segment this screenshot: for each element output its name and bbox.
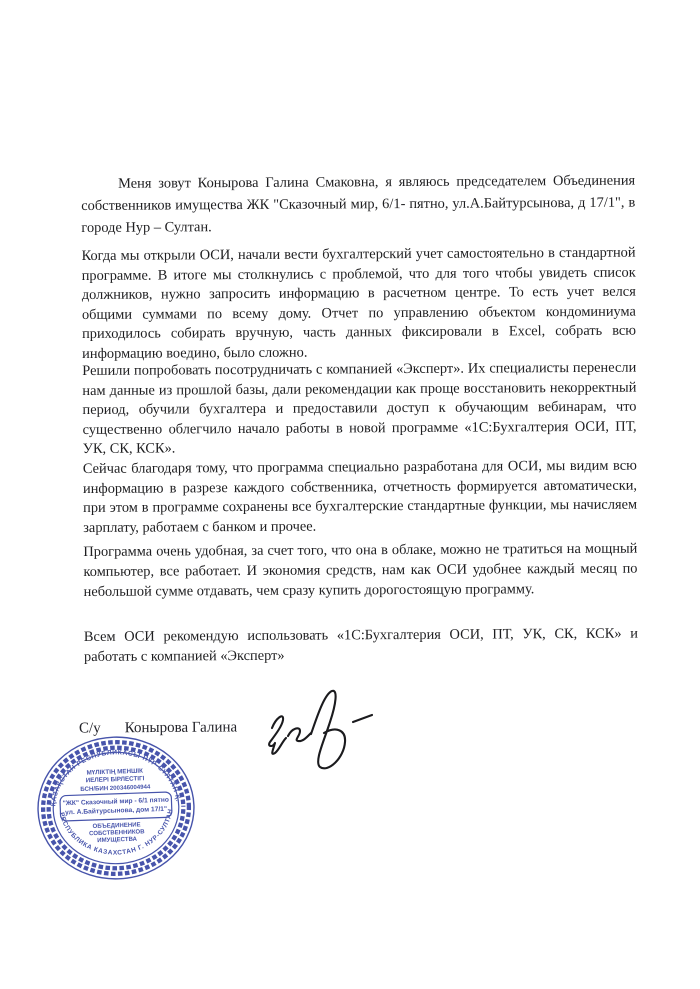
paragraph-program-benefits: Сейчас благодаря тому, что программа специально разработана для ОСИ, мы видим всю информацию в разрезе каждого собственника, отчетность формируется автоматически, при этом в программе сохранены все бухгалтерские стандартные функции, мы начисляем зарплату, работаем с банком и прочее.: [82, 457, 638, 536]
stamp-bin-number: БСН/БИН 200346004944: [80, 784, 151, 794]
stamp-arc-bottom-text: РЕСПУБЛИКА КАЗАХСТАН Г. НУР-СУЛТАН: [57, 808, 175, 857]
stamp-arc-top-text: ҚАЗАҚСТАН РЕСПУБЛИКАСЫ НҰР-СҰЛТАН Қ.: [50, 749, 182, 807]
handwritten-signature: [250, 684, 382, 778]
stamp-org-name-line2: ИЕЛЕРІ БІРЛЕСТІГІ: [85, 775, 145, 785]
paragraph-cloud-savings: Программа очень удобная, за счет того, что она в облаке, можно не тратиться на мощный компьютер, все работает. И экономия средств, нам как ОСИ удобнее каждый месяц по небольшой сумме отдавать, чем сразу купить дорогостоящую программу.: [83, 540, 638, 601]
paragraph-recommendation: Всем ОСИ рекомендую использовать «1С:Бухгалтерия ОСИ, ПТ, УК, СК, КСК» и работать с компанией «Эксперт»: [83, 625, 638, 666]
paragraph-problem: Когда мы открыли ОСИ, начали вести бухгалтерский учет самостоятельно в стандартной программе. В итоге мы столкнулись с проблемой, что для того чтобы увидеть список должников, нужно запросить информацию в расчетном центре. То есть учет велся общими суммами по всему дому. Отчет по управлению объектом кондоминиума приходилось собирать вручную, часть данных фиксировали в Excel, собрать всю информацию воедино, было сложно.: [81, 244, 637, 362]
stamp-org-name-line1: МҮЛІКТІҢ МЕНШІК: [86, 767, 144, 777]
stamp-address-line1: "ЖК" Сказочный мир - 6/1 пятно: [62, 796, 170, 808]
signoff-name: Конырова Галина: [124, 719, 238, 737]
official-stamp: [32, 731, 199, 885]
stamp-entity-type-line1: ОБЪЕДИНЕНИЕ: [92, 822, 141, 831]
signoff-prefix: С/у: [78, 720, 101, 737]
signature-stroke: [269, 691, 372, 769]
stamp-entity-type-line3: ИМУЩЕСТВА: [97, 836, 138, 845]
stamp-address-line2: ул. А.Байтурсынова, дом 17/1": [64, 805, 168, 817]
stamp-entity-type-line2: СОБСТВЕННИКОВ: [89, 829, 145, 838]
paragraph-intro: Меня зовут Конырова Галина Смаковна, я являюсь председателем Объединения собственников имущества ЖК "Сказочный мир, 6/1- пятно, ул.А.Байтурсынова, д 17/1", в городе Нур – Султан.: [81, 172, 636, 236]
paragraph-expert-company: Решили попробовать посотрудничать с компанией «Эксперт». Их специалисты перенесли нам данные из прошлой базы, дали рекомендации как проще восстановить некорректный период, обучили бухгалтера и предоставили доступ к обучающим вебинарам, что существенно облегчило начало работы в новой программе «1С:Бухгалтерия ОСИ, ПТ, УК, СК, КСК».: [82, 359, 637, 458]
